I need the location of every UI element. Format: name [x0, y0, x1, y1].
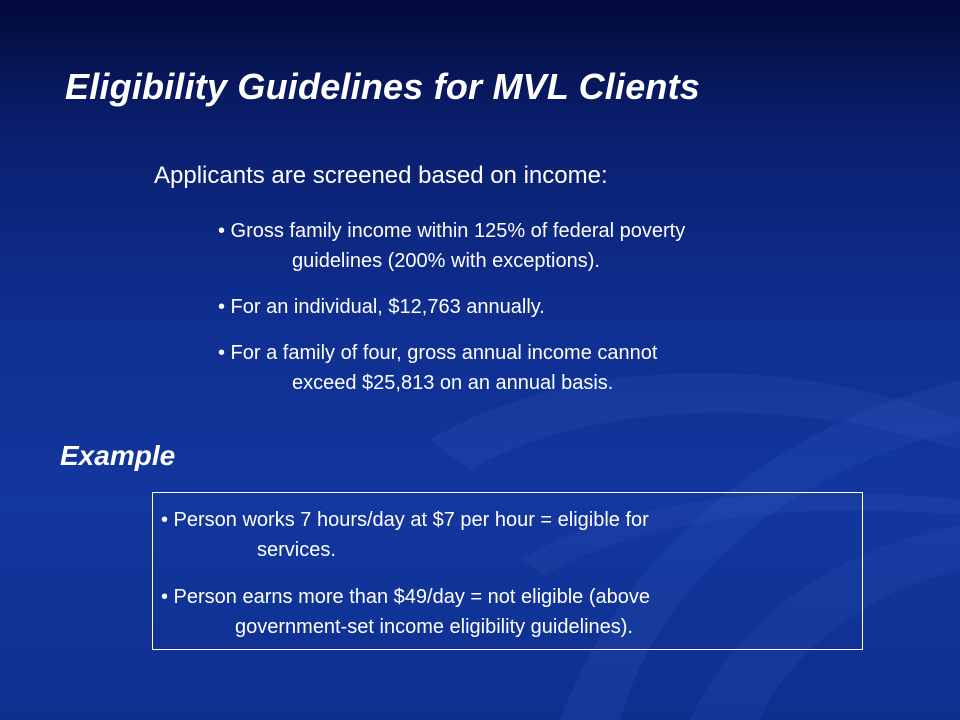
example-heading: Example	[60, 440, 176, 471]
example-continuation: government-set income eligibility guidelines).	[235, 616, 633, 638]
slide-title: Eligibility Guidelines for MVL Clients	[65, 66, 701, 107]
bullet-continuation: exceed $25,813 on an annual basis.	[292, 372, 614, 394]
example-line: • Person earns more than $49/day = not eligible (above	[161, 586, 650, 608]
example-continuation: services.	[257, 539, 336, 561]
list-item	[218, 338, 898, 398]
list-item	[218, 216, 898, 276]
example-item	[161, 505, 854, 565]
bullet-continuation: guidelines (200% with exceptions).	[292, 250, 600, 272]
bullet-line: • For a family of four, gross annual income cannot	[218, 342, 658, 364]
example-item	[161, 582, 854, 642]
lead-text: Applicants are screened based on income:	[154, 162, 608, 189]
bullet-line: • For an individual, $12,763 annually.	[218, 296, 545, 318]
list-item	[218, 292, 898, 322]
bullet-line: • Gross family income within 125% of federal poverty	[218, 220, 686, 242]
income-criteria-list	[218, 216, 898, 414]
example-box	[152, 492, 863, 650]
example-line: • Person works 7 hours/day at $7 per hour = eligible for	[161, 509, 649, 531]
